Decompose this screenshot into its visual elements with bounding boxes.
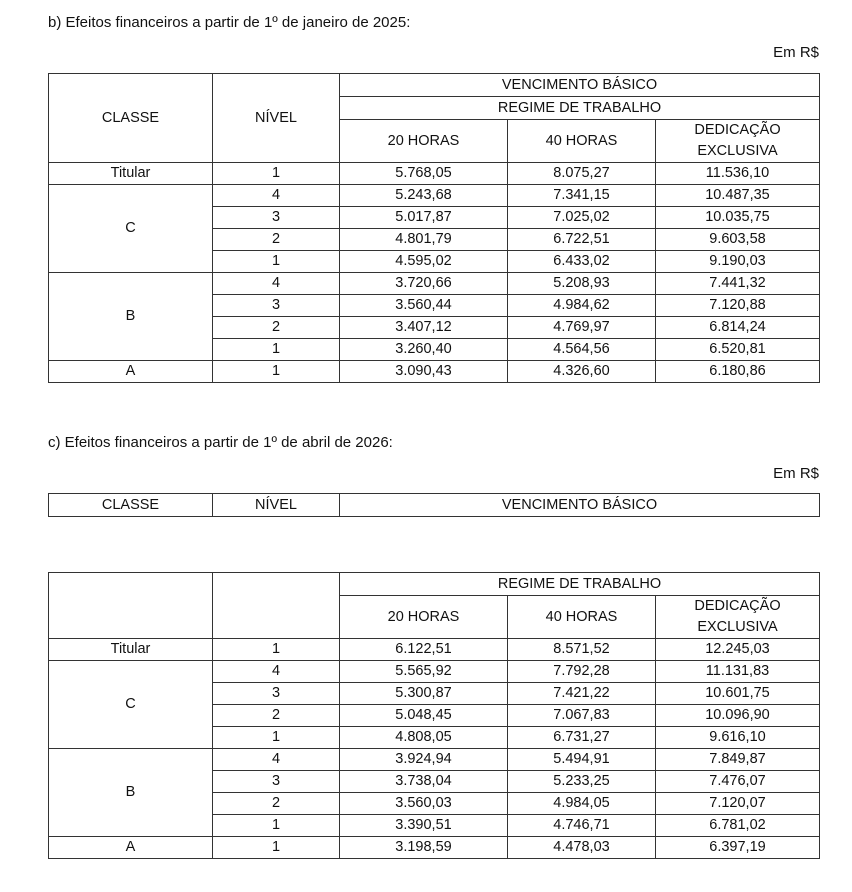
value-de-cell: 10.601,75	[656, 683, 820, 705]
value-de-cell: 7.120,07	[656, 793, 820, 815]
header-classe: CLASSE	[49, 74, 213, 163]
nivel-cell: 2	[213, 229, 340, 251]
value-40h-cell: 4.769,97	[508, 317, 656, 339]
value-40h-cell: 4.984,05	[508, 793, 656, 815]
header-regime-trabalho: REGIME DE TRABALHO	[340, 97, 820, 120]
value-40h-cell: 7.421,22	[508, 683, 656, 705]
nivel-cell: 1	[213, 251, 340, 273]
nivel-cell: 2	[213, 705, 340, 727]
value-20h-cell: 4.808,05	[340, 727, 508, 749]
strip-vencimento-basico: VENCIMENTO BÁSICO	[340, 494, 820, 517]
value-de-cell: 7.441,32	[656, 273, 820, 295]
table-row	[49, 661, 820, 683]
header-40-horas: 40 HORAS	[508, 596, 656, 639]
value-40h-cell: 4.984,62	[508, 295, 656, 317]
nivel-cell: 4	[213, 661, 340, 683]
value-40h-cell: 4.746,71	[508, 815, 656, 837]
classe-cell: A	[49, 361, 213, 383]
nivel-cell: 1	[213, 361, 340, 383]
header-de-line1: DEDICAÇÃO	[694, 598, 781, 614]
value-20h-cell: 3.198,59	[340, 837, 508, 859]
nivel-cell: 1	[213, 837, 340, 859]
value-de-cell: 11.131,83	[656, 661, 820, 683]
value-20h-cell: 3.924,94	[340, 749, 508, 771]
value-20h-cell: 3.560,03	[340, 793, 508, 815]
value-20h-cell: 5.048,45	[340, 705, 508, 727]
value-20h-cell: 3.390,51	[340, 815, 508, 837]
value-20h-cell: 6.122,51	[340, 639, 508, 661]
value-20h-cell: 5.017,87	[340, 207, 508, 229]
nivel-cell: 4	[213, 185, 340, 207]
value-20h-cell: 3.720,66	[340, 273, 508, 295]
value-de-cell: 7.120,88	[656, 295, 820, 317]
header-dedicacao-exclusiva	[656, 596, 820, 639]
strip-nivel: NÍVEL	[213, 494, 340, 517]
section-b-heading: b) Efeitos financeiros a partir de 1º de janeiro de 2025:	[48, 14, 411, 31]
value-40h-cell: 7.341,15	[508, 185, 656, 207]
salary-table-2026	[48, 572, 820, 859]
table-row	[49, 185, 820, 207]
value-20h-cell: 3.260,40	[340, 339, 508, 361]
value-de-cell: 6.814,24	[656, 317, 820, 339]
value-20h-cell: 5.565,92	[340, 661, 508, 683]
value-de-cell: 11.536,10	[656, 163, 820, 185]
classe-cell: B	[49, 749, 213, 837]
strip-classe: CLASSE	[49, 494, 213, 517]
value-de-cell: 10.487,35	[656, 185, 820, 207]
salary-table-2025	[48, 73, 820, 383]
header-regime-trabalho: REGIME DE TRABALHO	[340, 573, 820, 596]
value-de-cell: 9.603,58	[656, 229, 820, 251]
value-de-cell: 6.781,02	[656, 815, 820, 837]
value-de-cell: 7.476,07	[656, 771, 820, 793]
table-row	[49, 361, 820, 383]
nivel-cell: 3	[213, 771, 340, 793]
value-de-cell: 6.397,19	[656, 837, 820, 859]
value-40h-cell: 6.722,51	[508, 229, 656, 251]
classe-cell: Titular	[49, 163, 213, 185]
nivel-cell: 1	[213, 339, 340, 361]
value-40h-cell: 8.075,27	[508, 163, 656, 185]
nivel-cell: 1	[213, 639, 340, 661]
header-20-horas: 20 HORAS	[340, 120, 508, 163]
header-de-line2: EXCLUSIVA	[697, 143, 778, 159]
section-c-unit: Em R$	[773, 465, 819, 482]
salary-table-2026-header-strip	[48, 493, 820, 517]
value-40h-cell: 7.067,83	[508, 705, 656, 727]
value-40h-cell: 8.571,52	[508, 639, 656, 661]
header-40-horas: 40 HORAS	[508, 120, 656, 163]
value-40h-cell: 6.731,27	[508, 727, 656, 749]
value-de-cell: 10.035,75	[656, 207, 820, 229]
value-de-cell: 9.616,10	[656, 727, 820, 749]
value-40h-cell: 5.494,91	[508, 749, 656, 771]
classe-cell: B	[49, 273, 213, 361]
value-de-cell: 6.520,81	[656, 339, 820, 361]
value-20h-cell: 3.090,43	[340, 361, 508, 383]
value-20h-cell: 3.738,04	[340, 771, 508, 793]
table-row	[49, 837, 820, 859]
classe-cell: A	[49, 837, 213, 859]
value-20h-cell: 3.407,12	[340, 317, 508, 339]
value-40h-cell: 4.478,03	[508, 837, 656, 859]
value-de-cell: 6.180,86	[656, 361, 820, 383]
nivel-cell: 1	[213, 815, 340, 837]
nivel-cell: 4	[213, 749, 340, 771]
header-20-horas: 20 HORAS	[340, 596, 508, 639]
table-row	[49, 639, 820, 661]
classe-cell: C	[49, 185, 213, 273]
value-40h-cell: 5.233,25	[508, 771, 656, 793]
value-de-cell: 7.849,87	[656, 749, 820, 771]
table-row	[49, 749, 820, 771]
classe-cell: C	[49, 661, 213, 749]
header-nivel: NÍVEL	[213, 74, 340, 163]
header-de-line1: DEDICAÇÃO	[694, 122, 781, 138]
value-20h-cell: 4.801,79	[340, 229, 508, 251]
value-20h-cell: 4.595,02	[340, 251, 508, 273]
value-40h-cell: 4.564,56	[508, 339, 656, 361]
nivel-cell: 3	[213, 207, 340, 229]
header-classe-empty	[49, 573, 213, 639]
nivel-cell: 1	[213, 727, 340, 749]
table-row	[49, 273, 820, 295]
header-vencimento-basico: VENCIMENTO BÁSICO	[340, 74, 820, 97]
nivel-cell: 3	[213, 683, 340, 705]
nivel-cell: 3	[213, 295, 340, 317]
header-nivel-empty	[213, 573, 340, 639]
nivel-cell: 4	[213, 273, 340, 295]
nivel-cell: 2	[213, 793, 340, 815]
section-c-heading: c) Efeitos financeiros a partir de 1º de abril de 2026:	[48, 434, 393, 451]
table-row	[49, 163, 820, 185]
value-20h-cell: 5.768,05	[340, 163, 508, 185]
value-40h-cell: 7.792,28	[508, 661, 656, 683]
nivel-cell: 1	[213, 163, 340, 185]
section-b-unit: Em R$	[773, 44, 819, 61]
value-de-cell: 9.190,03	[656, 251, 820, 273]
value-20h-cell: 5.243,68	[340, 185, 508, 207]
value-de-cell: 10.096,90	[656, 705, 820, 727]
value-40h-cell: 6.433,02	[508, 251, 656, 273]
header-dedicacao-exclusiva	[656, 120, 820, 163]
value-20h-cell: 3.560,44	[340, 295, 508, 317]
value-40h-cell: 4.326,60	[508, 361, 656, 383]
value-de-cell: 12.245,03	[656, 639, 820, 661]
nivel-cell: 2	[213, 317, 340, 339]
header-de-line2: EXCLUSIVA	[697, 619, 778, 635]
value-40h-cell: 7.025,02	[508, 207, 656, 229]
classe-cell: Titular	[49, 639, 213, 661]
value-20h-cell: 5.300,87	[340, 683, 508, 705]
value-40h-cell: 5.208,93	[508, 273, 656, 295]
